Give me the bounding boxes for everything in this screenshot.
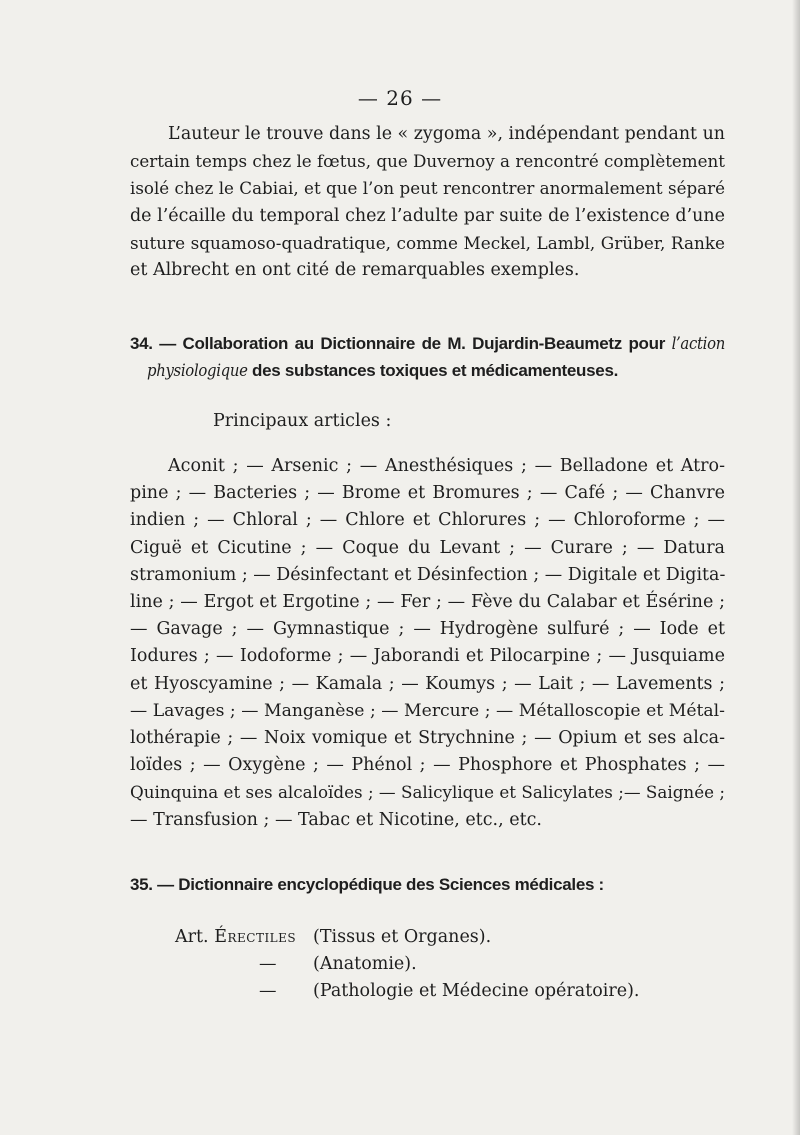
ditto-dash: — (259, 954, 277, 975)
item-35-heading (130, 871, 725, 898)
articles-line: — Gavage ; — Gymnastique ; — Hydrogène sulfuré ; — Iode et (130, 619, 725, 640)
articles-line: et Hyoscyamine ; — Kamala ; — Koumys ; — Lait ; — Lavements ; (130, 673, 725, 694)
page-number: — 26 — (357, 86, 443, 110)
articles-line: line ; — Ergot et Ergotine ; — Fer ; — Fève du Calabar et Ésérine ; (130, 592, 725, 613)
paragraph-line: L’auteur le trouve dans le « zygoma », indépendant pendant un (168, 124, 725, 144)
article-entry (175, 951, 639, 978)
articles-line: — Transfusion ; — Tabac et Nicotine, etc., etc. (130, 809, 542, 830)
articles-line: stramonium ; — Désinfectant et Désinfection ; — Digitale et Digita- (130, 564, 726, 585)
article-entry (175, 924, 639, 951)
item-34-title-bold: 34. — Collaboration au Dictionnaire de M. Dujardin-Beaumetz pour (130, 334, 672, 353)
articles-line: Ciguë et Cicutine ; — Coque du Levant ; — Curare ; — Datura (130, 537, 725, 558)
articles-line: — Lavages ; — Manganèse ; — Mercure ; — Métalloscopie et Métal- (130, 700, 725, 721)
articles-list (130, 453, 725, 834)
item-34-line-1 (130, 330, 725, 357)
item-34-line-2 (130, 357, 725, 384)
paragraph-line: et Albrecht en ont cité de remarquables exemples. (130, 260, 580, 281)
article-prefix (175, 924, 313, 951)
paragraph-line: de l’écaille du temporal chez l’adulte par suite de l’existence d’une (130, 205, 725, 226)
article-subject: (Tissus et Organes). (313, 927, 492, 947)
paragraph-line: certain temps chez le fœtus, que Duvernoy a rencontré complètement (130, 151, 725, 172)
articles-label: Principaux articles : (213, 411, 392, 431)
article-entry (175, 978, 639, 1005)
article-subject: (Anatomie). (313, 954, 417, 975)
paragraph-line: isolé chez le Cabiai, et que l’on peut rencontrer anormalement séparé (130, 178, 725, 199)
articles-line: Quinquina et ses alcaloïdes ; — Salicylique et Salicylates ;— Saignée ; (130, 782, 725, 803)
articles-line: indien ; — Chloral ; — Chlore et Chlorures ; — Chloroforme ; — (130, 510, 725, 531)
articles-line: lothérapie ; — Noix vomique et Strychnine ; — Opium et ses alca- (130, 728, 725, 749)
item-34-title-italic: l’action (671, 334, 725, 353)
item-35-title: 35. — Dictionnaire encyclopédique des Sciences médicales : (130, 875, 604, 894)
articles-line: Aconit ; — Arsenic ; — Anesthésiques ; — Belladone et Atro- (168, 456, 725, 476)
article-entries (175, 924, 639, 1006)
item-34-heading (130, 330, 725, 384)
item-34-title-italic: physiologique (147, 361, 248, 381)
article-subject: (Pathologie et Médecine opératoire). (313, 981, 640, 1002)
art-keyword: Érectiles (214, 927, 297, 947)
paragraph-line: suture squamoso-quadratique, comme Meckel, Lambl, Grüber, Ranke (130, 232, 725, 253)
paragraph-zygoma (130, 121, 725, 284)
articles-line: loïdes ; — Oxygène ; — Phénol ; — Phosphore et Phosphates ; — (130, 755, 725, 776)
item-34-title-bold: des substances toxiques et médicamenteuses. (247, 361, 619, 381)
page-edge-shadow (792, 0, 800, 1135)
art-abbrev: Art. (175, 927, 209, 947)
ditto-dash: — (259, 981, 277, 1002)
articles-line: Iodures ; — Iodoforme ; — Jaborandi et Pilocarpine ; — Jusquiame (130, 646, 725, 667)
articles-line: pine ; — Bacteries ; — Brome et Bromures ; — Café ; — Chanvre (130, 483, 725, 504)
